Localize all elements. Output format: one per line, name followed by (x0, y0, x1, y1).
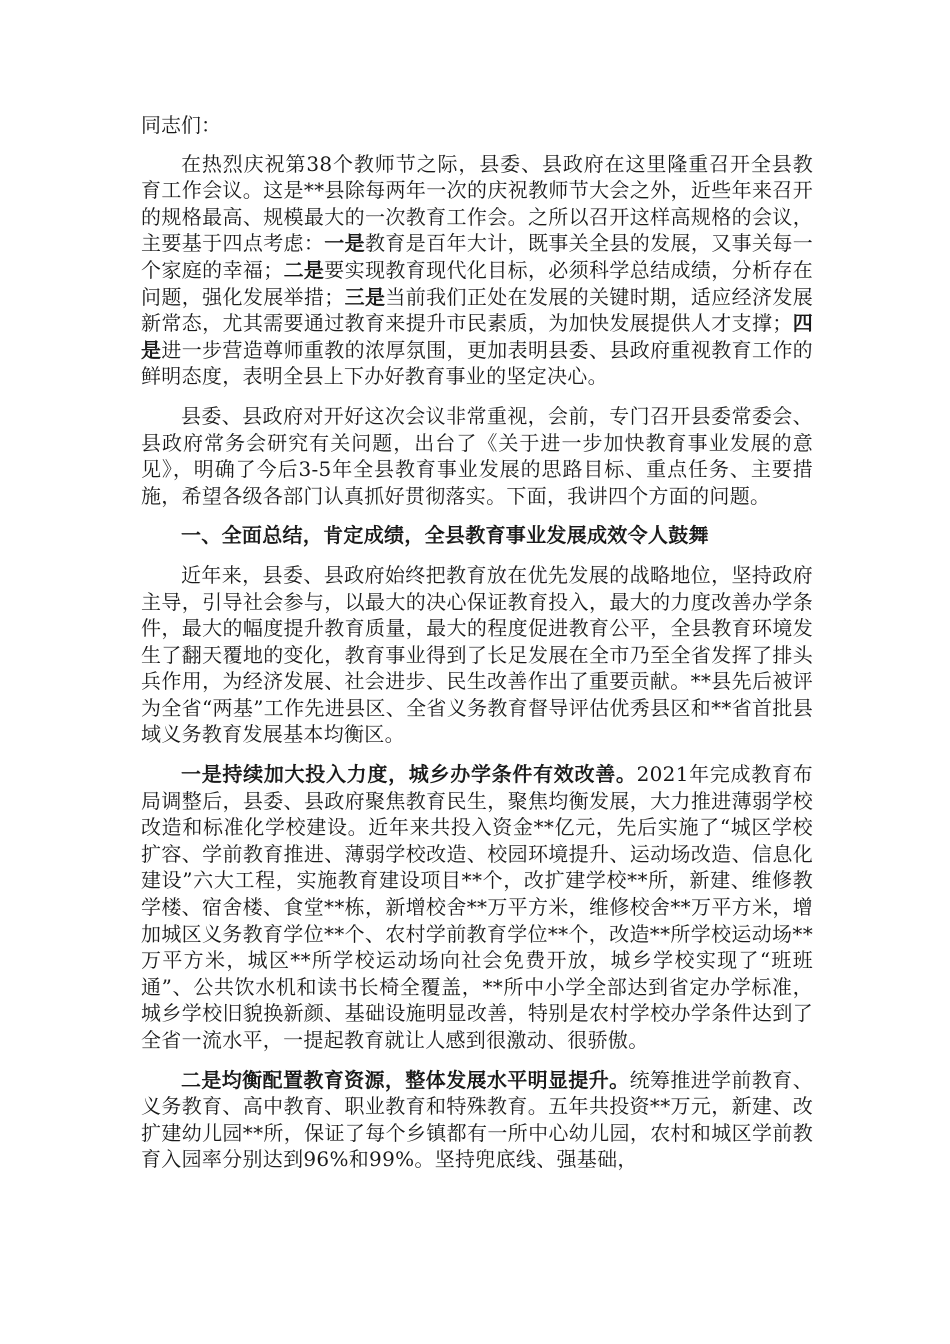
point-4-text: 进一步营造尊师重教的浓厚氛围，更加表明县委、县政府重视教育工作的鲜明态度，表明全县上下办好教育事业的坚定决心。 (141, 337, 813, 389)
point-1-text: 教育是百年大计，既事关全县的发展，又事关每一个家庭的幸福； (141, 231, 813, 282)
investment-lead: 一是持续加大投入力度，城乡办学条件有效改善。 (181, 762, 637, 787)
resources-text: 统筹推进学前教育、义务教育、高中教育、职业教育和特殊教育。五年共投资**万元，新建、改扩建幼儿园**所，保证了每个乡镇都有一所中心幼儿园，农村和城区学前教育入园率分别达到96%和99%。坚持兜底线、强基础， (141, 1067, 813, 1172)
greeting: 同志们： (141, 113, 221, 137)
paragraph-summary: 近年来，县委、县政府始终把教育放在优先发展的战略地位，坚持政府主导，引导社会参与，以最大的决心保证教育投入，最大的力度改善办学条件，最大的幅度提升教育质量，最大的程度促进教育公平，全县教育环境发生了翻天覆地的变化，教育事业得到了长足发展在全市乃至全省发挥了排头兵作用，为经济发展、社会进步、民生改善作出了重要贡献。**县先后被评为全省“两基”工作先进县区、全省义务教育督导评估优秀县区和**省首批县域义务教育发展基本均衡区。 (141, 562, 813, 747)
point-3-label: 三是 (344, 284, 386, 309)
investment-text: 2021年完成教育布局调整后，县委、县政府聚焦教育民生，聚焦均衡发展，大力推进薄弱学校改造和标准化学校建设。近年来共投入资金**亿元，先后实施了“城区学校扩容、学前教育推进、薄弱学校改造、校园环境提升、运动场改造、信息化建设”六大工程，实施教育建设项目**个，改扩建学校**所，新建、维修教学楼、宿舍楼、食堂**栋，新增校舍**万平方米，维修校舍**万平方米，增加城区义务教育学位**个、农村学前教育学位**个，改造**所学校运动场**万平方米，城区**所学校运动场向社会免费开放，城乡学校实现了“班班通”、公共饮水机和读书长椅全覆盖，**所中小学全部达到省定办学标准，城乡学校旧貌换新颜、基础设施明显改善，特别是农村学校办学条件达到了全省一流水平，一提起教育就让人感到很激动、很骄傲。 (141, 762, 813, 1052)
document-page (141, 112, 813, 1186)
point-2-text: 要实现教育现代化目标，必须科学总结成绩，分析存在问题，强化发展举措； (141, 257, 813, 309)
paragraph-resources (141, 1067, 813, 1173)
point-4-label: 四是 (141, 311, 813, 362)
paragraph-investment (141, 761, 813, 1054)
paragraph-meeting: 县委、县政府对开好这次会议非常重视，会前，专门召开县委常委会、县政府常务会研究有关问题，出台了《关于进一步加快教育事业发展的意见》，明确了今后3-5年全县教育事业发展的思路目标、重点任务、主要措施，希望各级各部门认真抓好贯彻落实。下面，我讲四个方面的问题。 (141, 403, 813, 508)
point-3-text: 当前我们正处在发展的关键时期，适应经济发展新常态，尤其需要通过教育来提升市民素质，为加快发展提供人才支撑； (141, 284, 813, 336)
paragraph-intro (141, 151, 813, 390)
resources-lead: 二是均衡配置教育资源，整体发展水平明显提升。 (181, 1067, 630, 1092)
point-2-label: 二是 (283, 257, 325, 282)
section-heading-1: 一、全面总结，肯定成绩，全县教育事业发展成效令人鼓舞 (181, 523, 709, 548)
paragraph-intro-text: 在热烈庆祝第38个教师节之际，县委、县政府在这里隆重召开全县教育工作会议。这是**县除每两年一次的庆祝教师节大会之外，近些年来召开的规格最高、规模最大的一次教育工作会。之所以召开这样高规格的会议，主要基于四点考虑： (141, 151, 813, 256)
point-1-label: 一是 (324, 231, 366, 256)
